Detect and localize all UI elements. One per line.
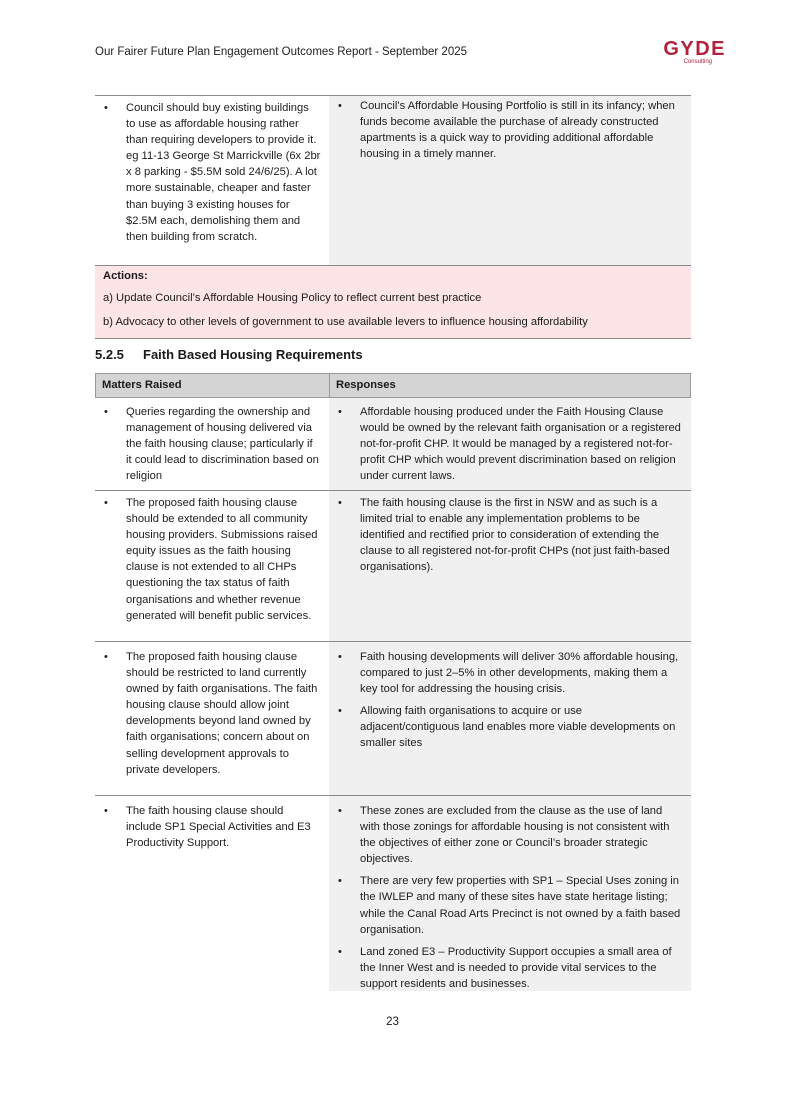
action-item: a) Update Council’s Affordable Housing Policy to reflect current best practice bbox=[103, 292, 482, 304]
response-text: The faith housing clause is the first in NSW and as such is a limited trial to enable any implementation problems to be identified and rectified prior to consideration of extending the clause to all registered not-for-profit CHPs (not just faith-based organisations). bbox=[360, 497, 670, 574]
report-header-title: Our Fairer Future Plan Engagement Outcomes Report - September 2025 bbox=[95, 46, 468, 58]
section-title: Faith Based Housing Requirements bbox=[143, 347, 363, 362]
column-header-matters: Matters Raised bbox=[102, 379, 182, 391]
response-cell bbox=[329, 398, 691, 490]
list-item bbox=[329, 873, 691, 937]
list-item bbox=[329, 404, 691, 484]
response-text: Allowing faith organisations to acquire or use adjacent/contiguous land enables more viable developments on smaller sites bbox=[360, 705, 676, 750]
table-row bbox=[95, 398, 329, 490]
bullet-icon: • bbox=[338, 945, 342, 958]
matter-text: Council should buy existing buildings to use as affordable housing rather than requiring developers to provide it. eg 11-13 George St Marrickville (6x 2br x 8 parking - $5.5M sold 24/6/25). A lot more sustainable, cheaper and faster than buying 3 existing houses for $2.5M each, demolishing them and then building from scratch. bbox=[126, 102, 321, 243]
table-row bbox=[95, 491, 329, 641]
bullet-icon: • bbox=[338, 406, 342, 418]
bullet-icon: • bbox=[104, 406, 108, 418]
divider bbox=[95, 338, 691, 339]
list-item bbox=[329, 944, 691, 992]
table-row bbox=[95, 642, 329, 795]
list-item bbox=[329, 98, 691, 162]
response-text: Land zoned E3 – Productivity Support occupies a small area of the Inner West and is needed to provide vital services to the support residents and businesses. bbox=[360, 945, 672, 990]
section-heading bbox=[95, 347, 363, 362]
page-number: 23 bbox=[386, 1016, 399, 1028]
response-text: There are very few properties with SP1 – Special Uses zoning in the IWLEP and many of these sites have state heritage listing; while the Canal Road Arts Precinct is not owned by a faith based organisation. bbox=[360, 875, 681, 936]
list-item bbox=[95, 404, 329, 484]
list-item bbox=[95, 803, 329, 851]
response-text: Council’s Affordable Housing Portfolio is still in its infancy; when funds become available the purchase of already constructed apartments is a quick way to providing additional affordable housing in a timely manner. bbox=[360, 100, 675, 161]
list-item bbox=[95, 495, 329, 624]
section-number: 5.2.5 bbox=[95, 347, 124, 362]
response-cell bbox=[329, 491, 691, 641]
logo-subtitle: Consulting bbox=[683, 59, 712, 65]
actions-title: Actions: bbox=[103, 270, 148, 282]
list-item bbox=[95, 100, 329, 245]
table-row bbox=[95, 796, 329, 991]
list-item bbox=[329, 495, 691, 575]
list-item bbox=[329, 803, 691, 867]
matter-text: The proposed faith housing clause should be restricted to land currently owned by faith organisations. The faith housing clause should allow joint developments beyond land owned by faith organisations; concern about on selling development approvals to private developers. bbox=[126, 651, 318, 776]
bullet-icon: • bbox=[104, 497, 108, 509]
bullet-icon: • bbox=[104, 651, 108, 663]
list-item bbox=[329, 649, 691, 697]
bullet-icon: • bbox=[338, 805, 342, 817]
bullet-icon: • bbox=[338, 651, 342, 663]
bullet-icon: • bbox=[338, 100, 342, 112]
bullet-icon: • bbox=[338, 705, 342, 718]
response-cell bbox=[329, 796, 691, 991]
bullet-icon: • bbox=[338, 875, 342, 888]
actions-box bbox=[95, 266, 691, 338]
response-text: Affordable housing produced under the Faith Housing Clause would be owned by the relevant faith organisation or a registered not-for-profit CHP. It would be managed by a registered not-for-profit CHP which would prevent discrimination based on religion under current laws. bbox=[360, 406, 681, 483]
column-divider bbox=[329, 374, 330, 397]
column-header-responses: Responses bbox=[336, 379, 396, 391]
matter-text: Queries regarding the ownership and management of housing delivered via the faith housing clause; particularly if it could lead to discrimination based on religion bbox=[126, 406, 319, 483]
action-item: b) Advocacy to other levels of government to use available levers to influence housing affordability bbox=[103, 316, 588, 328]
continued-response-cell bbox=[329, 96, 691, 265]
list-item bbox=[329, 703, 691, 751]
bullet-icon: • bbox=[338, 497, 342, 509]
logo-wordmark: GYDE bbox=[663, 38, 726, 60]
table-header bbox=[95, 373, 691, 398]
bullet-icon: • bbox=[104, 805, 108, 817]
gyde-logo bbox=[638, 39, 726, 65]
response-text: These zones are excluded from the clause as the use of land with those zonings for affordable housing is not consistent with the objectives of either zone or Council’s broader strategic objectives. bbox=[360, 805, 670, 866]
bullet-icon: • bbox=[104, 102, 108, 114]
matter-text: The proposed faith housing clause should be extended to all community housing providers. Submissions raised equity issues as the faith housing clause is not extended to all CHPs questioning the tax status of faith organisations and whether revenue generated will benefit public services. bbox=[126, 497, 318, 622]
response-cell bbox=[329, 642, 691, 795]
continued-matter-cell bbox=[95, 96, 329, 265]
matter-text: The faith housing clause should include SP1 Special Activities and E3 Productivity Support. bbox=[126, 805, 311, 850]
list-item bbox=[95, 649, 329, 778]
response-text: Faith housing developments will deliver 30% affordable housing, compared to just 2–5% in other developments, making them a key tool for addressing the housing crisis. bbox=[360, 651, 679, 696]
